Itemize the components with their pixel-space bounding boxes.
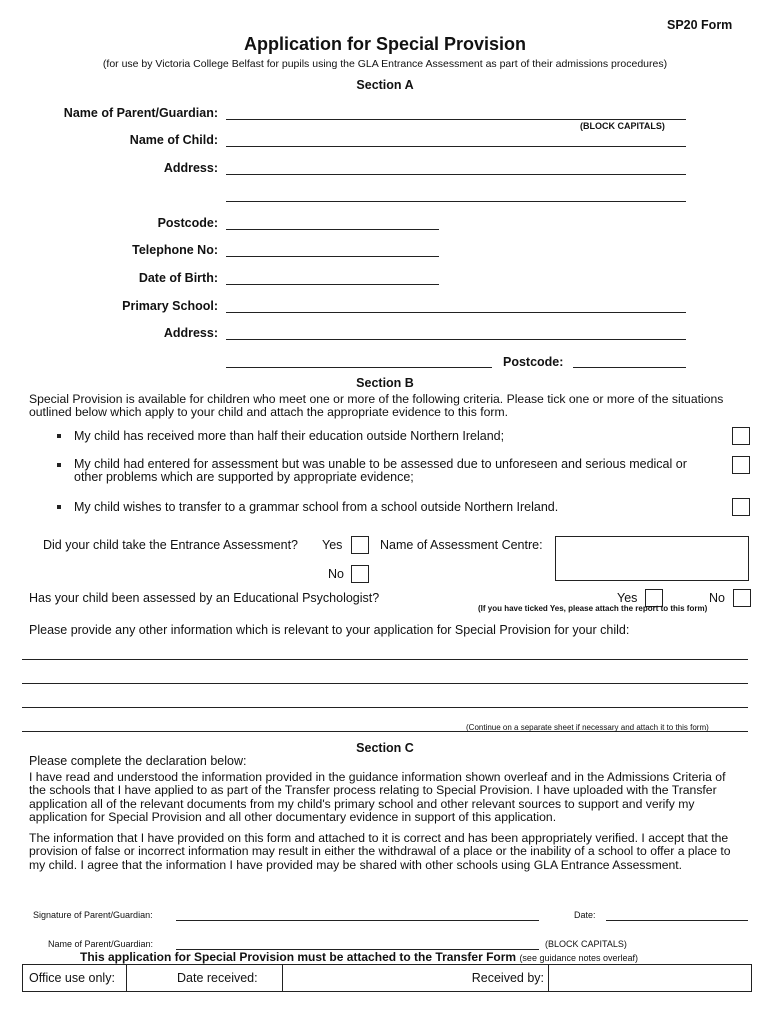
criterion-3: My child wishes to transfer to a grammar school from a school outside Northern Ireland. — [74, 500, 559, 514]
signature-label: Signature of Parent/Guardian: — [33, 910, 153, 920]
child-name-field[interactable] — [226, 146, 686, 147]
section-b-heading: Section B — [356, 376, 414, 390]
attach-notice-note: (see guidance notes overleaf) — [519, 953, 639, 963]
took-assessment-yes-label: Yes — [322, 538, 343, 552]
telephone-label: Telephone No: — [132, 243, 218, 257]
other-info-line-1[interactable] — [22, 659, 748, 660]
criterion-3-checkbox[interactable] — [732, 498, 750, 516]
school-address-field-line-2[interactable] — [226, 367, 492, 368]
date-field[interactable] — [606, 920, 748, 921]
other-info-line-2[interactable] — [22, 683, 748, 684]
section-b-intro: Special Provision is available for children who meet one or more of the following criteria. Please tick one or more of the situations outlined below which apply to your child and attach the appropriate evidence to this form. — [29, 392, 724, 420]
telephone-field[interactable] — [226, 256, 439, 257]
assessment-centre-label: Name of Assessment Centre: — [380, 538, 543, 552]
name-label: Name of Parent/Guardian: — [48, 939, 154, 949]
took-assessment-no-label: No — [328, 567, 344, 581]
form-id: SP20 Form — [667, 18, 733, 32]
criterion-2: My child had entered for assessment but was unable to be assessed due to unforeseen and serious medical or other problems which are supported by appropriate evidence; — [74, 457, 687, 485]
parent-name-label: Name of Parent/Guardian: — [63, 106, 218, 120]
attach-notice — [80, 950, 638, 964]
criterion-1-checkbox[interactable] — [732, 427, 750, 445]
child-name-label: Name of Child: — [129, 133, 218, 147]
attach-notice-text: This application for Special Provision must be attached to the Transfer Form — [80, 950, 517, 964]
page-subtitle: (for use by Victoria College Belfast for pupils using the GLA Entrance Assessment as part of their admissions procedures) — [102, 58, 668, 70]
took-assessment-question: Did your child take the Entrance Assessment? — [43, 538, 298, 552]
address-field-line-1[interactable] — [226, 174, 686, 175]
parent-name-field[interactable] — [226, 119, 686, 120]
school-postcode-label: Postcode: — [503, 355, 564, 369]
school-address-label: Address: — [163, 326, 218, 340]
psych-no-checkbox[interactable] — [733, 589, 751, 607]
office-use-label: Office use only: — [23, 965, 127, 991]
declaration-paragraph-2: The information that I have provided on this form and attached to it is correct and has been appropriately verified. I accept that the provision of false or incorrect information may result in either the withdrawal of a place or the inability of a school to offer a place to my child. I agree that the information I have provided may be shared with other schools using GLA Entrance Assessment. — [29, 831, 731, 872]
office-use-box — [22, 964, 752, 992]
primary-school-label: Primary School: — [122, 299, 218, 313]
dob-label: Date of Birth: — [138, 271, 218, 285]
bullet — [57, 434, 61, 438]
psychologist-question: Has your child been assessed by an Educational Psychologist? — [29, 591, 380, 605]
bullet — [57, 463, 61, 467]
address-label: Address: — [163, 161, 218, 175]
date-received-label: Date received: — [127, 965, 283, 991]
block-capitals-note: (BLOCK CAPITALS) — [580, 121, 665, 131]
school-address-field-line-1[interactable] — [226, 339, 686, 340]
criterion-2-checkbox[interactable] — [732, 456, 750, 474]
postcode-label: Postcode: — [157, 216, 218, 230]
assessment-centre-field[interactable] — [555, 536, 749, 581]
address-field-line-2[interactable] — [226, 201, 686, 202]
section-c-heading: Section C — [356, 741, 414, 755]
postcode-field[interactable] — [226, 229, 439, 230]
bullet — [57, 505, 61, 509]
school-postcode-field[interactable] — [573, 367, 686, 368]
page-title: Application for Special Provision — [243, 34, 527, 54]
psych-yes-label: Yes — [617, 591, 638, 605]
dob-field[interactable] — [226, 284, 439, 285]
section-a-heading: Section A — [356, 78, 414, 92]
declaration-paragraph-1: I have read and understood the information provided in the guidance information shown overleaf and in the Admissions Criteria of the schools that I have applied to as part of the Transfer process relating to Special Provision. I have uploaded with the Transfer application all of the relevant documents from my child's primary school and other relevant sources to support and verify my application for Special Provision and all other documentary evidence in support of this application. — [29, 770, 726, 825]
took-assessment-no-checkbox[interactable] — [351, 565, 369, 583]
received-by-label: Received by: — [283, 965, 549, 991]
block-capitals-note-c: (BLOCK CAPITALS) — [545, 939, 627, 949]
other-info-line-3[interactable] — [22, 707, 748, 708]
date-label: Date: — [574, 910, 596, 920]
psych-note: (If you have ticked Yes, please attach the report to this form) — [478, 604, 708, 613]
psych-no-label: No — [709, 591, 725, 605]
continue-note: (Continue on a separate sheet if necessary and attach it to this form) — [466, 723, 709, 732]
criterion-1: My child has received more than half their education outside Northern Ireland; — [74, 429, 505, 443]
took-assessment-yes-checkbox[interactable] — [351, 536, 369, 554]
primary-school-field[interactable] — [226, 312, 686, 313]
declaration-instruction: Please complete the declaration below: — [29, 754, 247, 768]
signature-field[interactable] — [176, 920, 539, 921]
other-info-prompt: Please provide any other information which is relevant to your application for Special Provision for your child: — [29, 623, 630, 637]
